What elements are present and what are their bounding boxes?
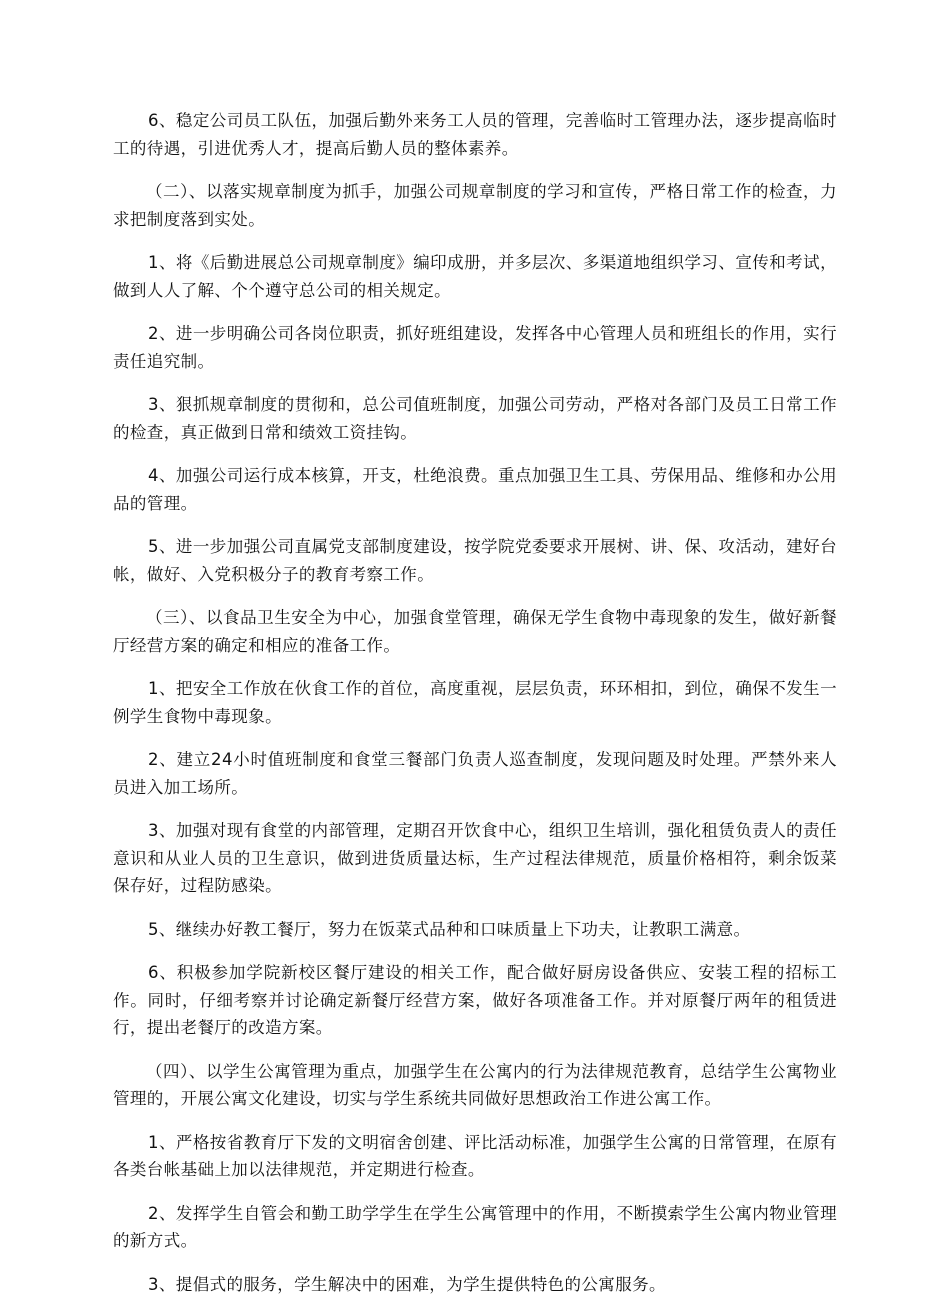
section-heading-2-regulations: （二）、以落实规章制度为抓手，加强公司规章制度的学习和宣传，严格日常工作的检查，力求把制度落到实处。	[113, 182, 837, 229]
section-heading-3-food-safety: （三）、以食品卫生安全为中心，加强食堂管理，确保无学生食物中毒现象的发生，做好新餐厅经营方案的确定和相应的准备工作。	[113, 608, 837, 655]
section-heading-4-apartments: （四）、以学生公寓管理为重点，加强学生在公寓内的行为法律规范教育，总结学生公寓物业管理的，开展公寓文化建设，切实与学生系统共同做好思想政治工作进公寓工作。	[113, 1061, 837, 1108]
paragraph-item-3-canteen-management: 3、加强对现有食堂的内部管理，定期召开饮食中心，组织卫生培训，强化租赁负责人的责任意识和从业人员的卫生意识，做到进货质量达标，生产过程法律规范，质量价格相符，剩余饭菜保存好，过程防感染。	[113, 821, 837, 895]
paragraph-item-4-cost: 4、加强公司运行成本核算，开支，杜绝浪费。重点加强卫生工具、劳保用品、维修和办公用品的管理。	[113, 466, 837, 513]
paragraph-item-1-dorm-standards: 1、严格按省教育厅下发的文明宿舍创建、评比活动标准，加强学生公寓的日常管理，在原有各类台帐基础上加以法律规范，并定期进行检查。	[113, 1132, 837, 1179]
paragraph-item-1-safety-first: 1、把安全工作放在伙食工作的首位，高度重视，层层负责，环环相扣，到位，确保不发生一例学生食物中毒现象。	[113, 679, 837, 726]
paragraph-item-3-enforcement: 3、狠抓规章制度的贯彻和，总公司值班制度，加强公司劳动，严格对各部门及员工日常工作的检查，真正做到日常和绩效工资挂钩。	[113, 395, 837, 442]
paragraph-item-1-handbook: 1、将《后勤进展总公司规章制度》编印成册，并多层次、多渠道地组织学习、宣传和考试，做到人人了解、个个遵守总公司的相关规定。	[113, 253, 837, 300]
paragraph-item-5-party-branch: 5、进一步加强公司直属党支部制度建设，按学院党委要求开展树、讲、保、攻活动，建好台帐，做好、入党积极分子的教育考察工作。	[113, 537, 837, 584]
paragraph-item-5-staff-canteen: 5、继续办好教工餐厅，努力在饭菜式品种和口味质量上下功夫，让教职工满意。	[148, 919, 751, 939]
paragraph-item-6-new-campus: 6、积极参加学院新校区餐厅建设的相关工作，配合做好厨房设备供应、安装工程的招标工作。同时，仔细考察并讨论确定新餐厅经营方案，做好各项准备工作。并对原餐厅两年的租赁进行，提出老餐厅的改造方案。	[113, 963, 837, 1037]
paragraph-item-3-service: 3、提倡式的服务，学生解决中的困难，为学生提供特色的公寓服务。	[148, 1274, 666, 1294]
paragraph-item-2-responsibilities: 2、进一步明确公司各岗位职责，抓好班组建设，发挥各中心管理人员和班组长的作用，实行责任追究制。	[113, 324, 837, 371]
document-body	[113, 107, 837, 1314]
paragraph-item-2-duty-system: 2、建立24小时值班制度和食堂三餐部门负责人巡查制度，发现问题及时处理。严禁外来人员进入加工场所。	[113, 750, 837, 797]
paragraph-item-6-staff: 6、稳定公司员工队伍，加强后勤外来务工人员的管理，完善临时工管理办法，逐步提高临时工的待遇，引进优秀人才，提高后勤人员的整体素养。	[113, 111, 837, 158]
paragraph-item-2-self-management: 2、发挥学生自管会和勤工助学学生在学生公寓管理中的作用，不断摸索学生公寓内物业管理的新方式。	[113, 1203, 837, 1250]
